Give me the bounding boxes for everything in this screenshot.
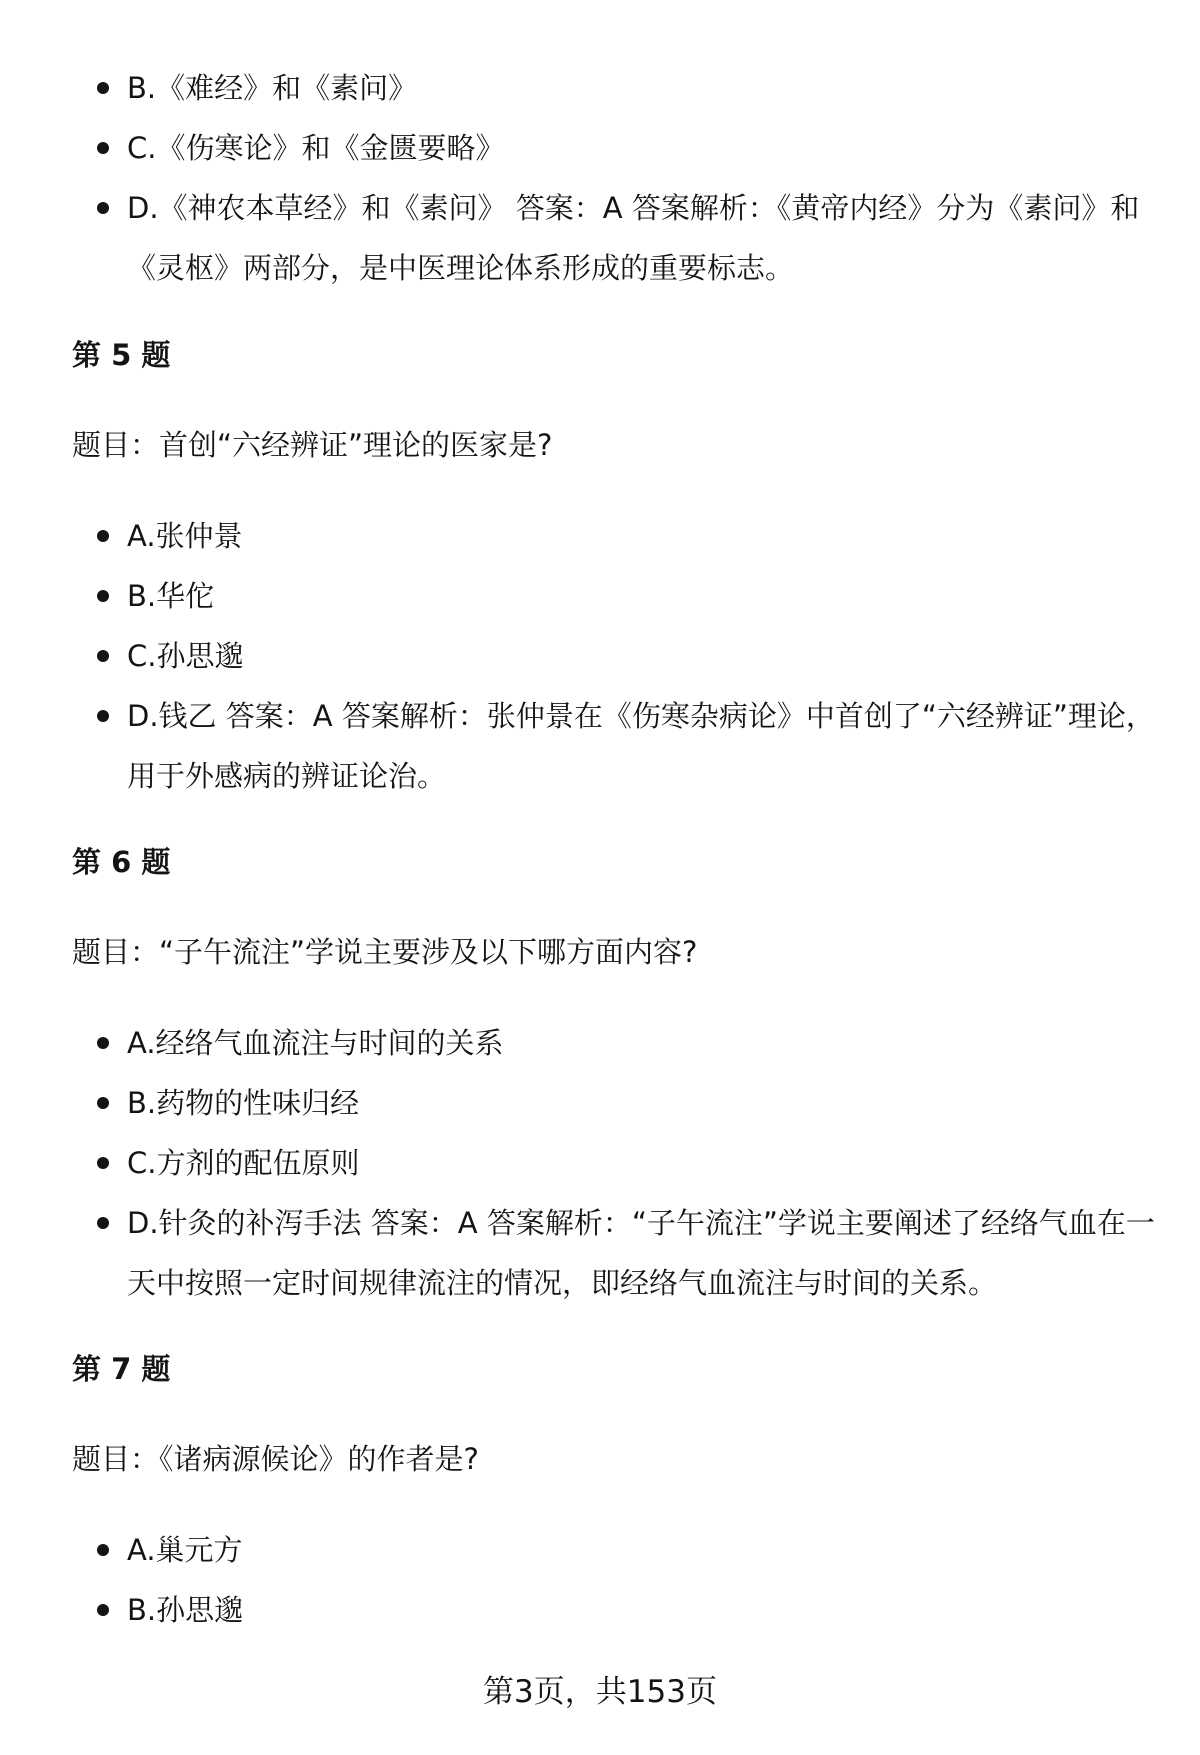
option-text: C.孙思邈	[127, 639, 244, 673]
bullet-icon	[97, 590, 109, 602]
option-text: B.《难经》和《素问》	[127, 71, 418, 105]
q5-option-c	[0, 626, 1200, 686]
bullet-icon	[97, 530, 109, 542]
option-text: B.华佗	[127, 579, 215, 613]
bullet-icon	[97, 142, 109, 154]
q6-options-block	[0, 1013, 1200, 1313]
q5-option-list	[0, 506, 1200, 806]
q4-options-block	[0, 58, 1200, 298]
option-text: D.针灸的补泻手法 答案：A 答案解析：“子午流注”学说主要阐述了经络气血在一天中按照一定时间规律流注的情况，即经络气血流注与时间的关系。	[127, 1206, 1155, 1300]
q5-option-a	[0, 506, 1200, 566]
bullet-icon	[97, 1157, 109, 1169]
q6-heading: 第 6 题	[72, 845, 171, 879]
q4-option-list	[0, 58, 1200, 298]
option-text: B.药物的性味归经	[127, 1086, 360, 1120]
option-text: C.《伤寒论》和《金匮要略》	[127, 131, 505, 165]
q7-question: 题目：《诸病源候论》的作者是?	[72, 1442, 479, 1476]
bullet-icon	[97, 1097, 109, 1109]
q6-option-list	[0, 1013, 1200, 1313]
q5-option-d	[0, 686, 1200, 806]
q6-option-b	[0, 1073, 1200, 1133]
q4-option-d	[0, 178, 1200, 298]
bullet-icon	[97, 1544, 109, 1556]
q7-option-a	[0, 1520, 1200, 1580]
page-number-footer: 第3页，共153页	[483, 1674, 717, 1710]
option-text: B.孙思邈	[127, 1593, 244, 1627]
q5-heading: 第 5 题	[72, 338, 171, 372]
option-text: A.张仲景	[127, 519, 243, 553]
q5-options-block	[0, 506, 1200, 806]
q5-option-b	[0, 566, 1200, 626]
option-text: C.方剂的配伍原则	[127, 1146, 360, 1180]
bullet-icon	[97, 650, 109, 662]
q6-option-d	[0, 1193, 1200, 1313]
bullet-icon	[97, 202, 109, 214]
bullet-icon	[97, 1604, 109, 1616]
option-text: A.巢元方	[127, 1533, 243, 1567]
q7-option-b	[0, 1580, 1200, 1640]
q6-question: 题目：“子午流注”学说主要涉及以下哪方面内容?	[72, 935, 698, 969]
option-text: A.经络气血流注与时间的关系	[127, 1026, 504, 1060]
q6-option-c	[0, 1133, 1200, 1193]
option-text: D.钱乙 答案：A 答案解析：张仲景在《伤寒杂病论》中首创了“六经辨证”理论，用于外感病的辨证论治。	[127, 699, 1155, 793]
q4-option-b	[0, 58, 1200, 118]
q7-option-list	[0, 1520, 1200, 1640]
q7-options-block	[0, 1520, 1200, 1640]
q6-option-a	[0, 1013, 1200, 1073]
q5-question: 题目：首创“六经辨证”理论的医家是?	[72, 428, 553, 462]
bullet-icon	[97, 1037, 109, 1049]
bullet-icon	[97, 710, 109, 722]
q4-option-c	[0, 118, 1200, 178]
q7-heading: 第 7 题	[72, 1352, 171, 1386]
bullet-icon	[97, 82, 109, 94]
option-text: D.《神农本草经》和《素问》 答案：A 答案解析：《黄帝内经》分为《素问》和《灵枢》两部分，是中医理论体系形成的重要标志。	[127, 191, 1140, 285]
bullet-icon	[97, 1217, 109, 1229]
